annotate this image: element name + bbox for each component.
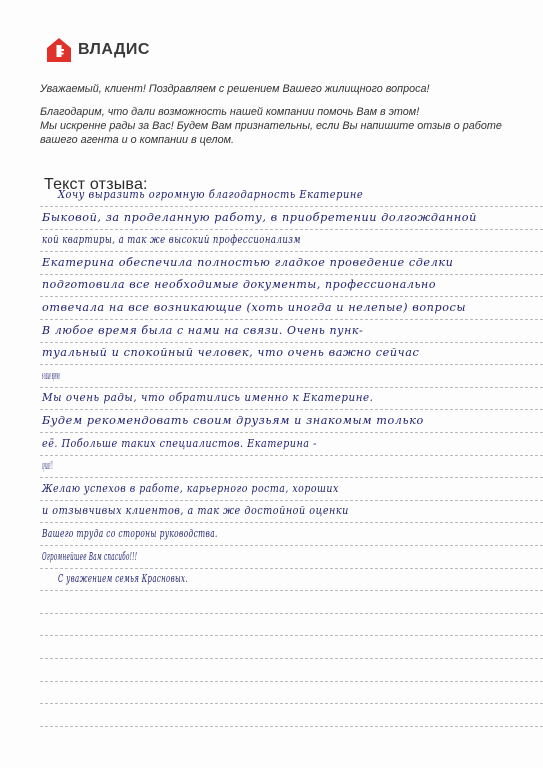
ruled-line [40,455,543,456]
ruled-line [40,296,543,297]
ruled-line [40,409,543,410]
ruled-line [40,522,543,523]
review-heading: Текст отзыва: [44,176,148,193]
greeting-text: Уважаемый, клиент! Поздравляем с решением Вашего жилищного вопроса! [40,83,430,95]
handwritten-line: и отзывчивых клиентов, а так же достойной оценки [42,504,349,518]
ruled-line [40,500,543,501]
ruled-line [40,229,543,230]
handwritten-line: Екатерина обеспечила полностью гладкое проведение сделки [42,255,454,269]
handwritten-line: Желаю успехов в работе, карьерного роста, хороших [42,481,339,495]
house-key-logo-icon [46,37,72,63]
handwritten-line: Хочу выразить огромную благодарность Екатерине [58,188,364,201]
handwritten-line: Быковой, за проделанную работу, в приобретении долгожданной [42,210,477,224]
intro-text [40,82,510,147]
handwritten-line: С уважением семья Красновых. [58,572,188,586]
ruled-line [40,274,543,275]
ruled-line [40,703,543,704]
ruled-line [40,342,543,343]
handwritten-line: Будем рекомендовать своим друзьям и знакомым только [42,414,424,427]
brand-logo [46,37,150,63]
handwritten-line: в наше время [42,368,60,382]
ruled-line [40,364,543,365]
ruled-line [40,432,543,433]
ruled-line [40,568,543,569]
handwritten-line: её. Побольше таких специалистов. Екатерина - [42,436,317,450]
handwritten-line: туальный и спокойный человек, что очень важно сейчас [42,346,420,360]
ruled-line [40,387,543,388]
ruled-line [40,545,543,546]
handwritten-line: Мы очень рады, что обратились именно к Екатерине. [42,391,374,405]
ruled-line [40,726,543,727]
ruled-line [40,590,543,591]
handwritten-line: лучшая !!! [42,459,53,473]
ruled-line [40,206,543,207]
intro-line: вашего агента и о компании в целом. [40,134,234,146]
handwritten-line: отвечала на все возникающие (хоть иногда и нелепые) вопросы [42,301,467,314]
brand-name: ВЛАДИС [78,41,150,58]
handwritten-line: Вашего труда со стороны руководства. [42,527,218,540]
ruled-line [40,613,543,614]
ruled-line [40,251,543,252]
ruled-line [40,477,543,478]
handwritten-line: Огромнейшее Вам спасибо!!! [42,549,138,563]
ruled-line [40,635,543,636]
handwritten-line: В любое время была с нами на связи. Очень пунк- [42,323,364,337]
ruled-line [40,681,543,682]
intro-line: Мы искренне рады за Вас! Будем Вам признательны, если Вы напишите отзыв о работе [40,120,502,132]
intro-line: Благодарим, что дали возможность нашей компании помочь Вам в этом! [40,106,420,118]
handwritten-line: кой квартиры, а так же высокий профессионализм [42,233,301,247]
ruled-line [40,658,543,659]
ruled-line [40,319,543,320]
handwritten-line: подготовила все необходимые документы, профессионально [42,278,437,292]
